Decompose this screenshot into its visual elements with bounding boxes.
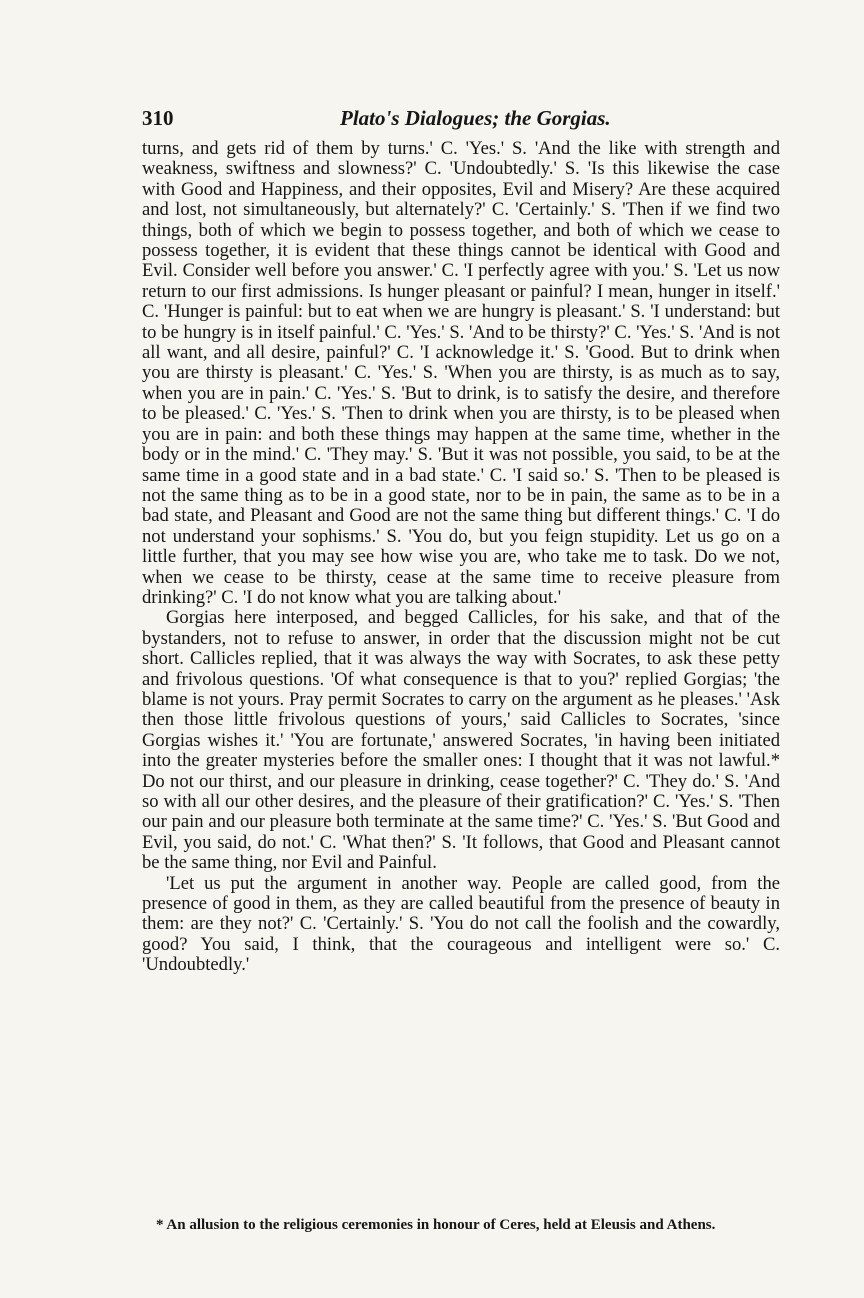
running-title: Plato's Dialogues; the Gorgias. bbox=[340, 106, 611, 130]
footnote: * An allusion to the religious ceremonies in honour of Ceres, held at Eleusis and Athens. bbox=[156, 1217, 716, 1233]
paragraph-1: turns, and gets rid of them by turns.' C. 'Yes.' S. 'And the like with strength and weakness, swiftness and slowness?' C. 'Undoubtedly.' S. 'Is this likewise the case with Good and Happiness, and their opposites, Evil and Misery? Are these acquired and lost, not simultaneously, but alternately?' C. 'Certainly.' S. 'Then if we find two things, both of which we begin to possess together, and both of which we cease to possess together, it is evident that these things cannot be identical with Good and Evil. Consider well before you answer.' C. 'I perfectly agree with you.' S. 'Let us now return to our first admissions. Is hunger pleasant or painful? I mean, hunger in itself.' C. 'Hunger is painful: but to eat when we are hungry is pleasant.' S. 'I understand: but to be hungry is in itself painful.' C. 'Yes.' S. 'And to be thirsty?' C. 'Yes.' S. 'And is not all want, and all desire, painful?' C. 'I acknowledge it.' S. 'Good. But to drink when you are thirsty is pleasant.' C. 'Yes.' S. 'When you are thirsty, is as much as to say, when you are in pain.' C. 'Yes.' S. 'But to drink, is to satisfy the desire, and therefore to be pleased.' C. 'Yes.' S. 'Then to drink when you are thirsty, is to be pleased when you are in pain: and both these things may happen at the same time, whether in the body or in the mind.' C. 'They may.' S. 'But it was not possible, you said, to be at the same time in a good state and in a bad state.' C. 'I said so.' S. 'Then to be pleased is not the same thing as to be in a good state, nor to be in pain, the same as to be in a bad state, and Pleasant and Good are not the same thing but different things.' C. 'I do not understand your sophisms.' S. 'You do, but you feign stupidity. Let us go on a little further, that you may see how wise you are, who take me to task. Do we not, when we cease to be thirsty, cease at the same time to receive pleasure from drinking?' C. 'I do not know what you are talking about.' bbox=[142, 138, 780, 608]
page-number: 310 bbox=[142, 106, 174, 130]
page-header bbox=[142, 106, 782, 136]
paragraph-3: 'Let us put the argument in another way. People are called good, from the presence of good in them, as they are called beautiful from the presence of beauty in them: are they not?' C. 'Certainly.' S. 'You do not call the foolish and the cowardly, good? You said, I think, that the courageous and intelligent were so.' C. 'Undoubtedly.' bbox=[142, 872, 780, 976]
paragraph-2: Gorgias here interposed, and begged Callicles, for his sake, and that of the bystanders, not to refuse to answer, in order that the discussion might not be cut short. Callicles replied, that it was always the way with Socrates, to ask these petty and frivolous questions. 'Of what consequence is that to you?' replied Gorgias; 'the blame is not yours. Pray permit Socrates to carry on the argument as he pleases.' 'Ask then those little frivolous questions of yours,' said Callicles to Socrates, 'since Gorgias wishes it.' 'You are fortunate,' answered Socrates, 'in having been initiated into the greater mysteries before the smaller ones: I thought that it was not lawful.* Do not our thirst, and our pleasure in drinking, cease together?' C. 'They do.' S. 'And so with all our other desires, and the pleasure of their gratification?' C. 'Yes.' S. 'Then our pain and our pleasure both terminate at the same time?' C. 'Yes.' S. 'But Good and Evil, you said, do not.' C. 'What then?' S. 'It follows, that Good and Pleasant cannot be the same thing, nor Evil and Painful. bbox=[142, 607, 780, 874]
body-text bbox=[142, 139, 780, 976]
